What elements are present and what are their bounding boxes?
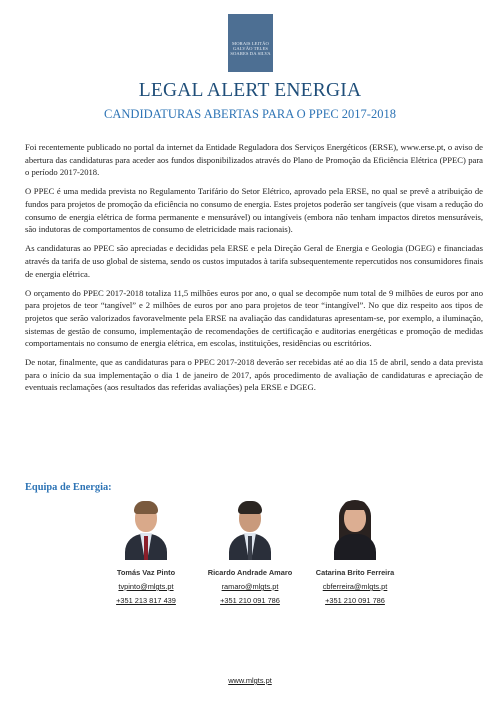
footer-website-link[interactable]: www.mlgts.pt <box>228 676 272 685</box>
member-email-link[interactable]: ramaro@mlgts.pt <box>221 582 279 591</box>
member-photo <box>226 496 274 560</box>
body-paragraph: O PPEC é uma medida prevista no Regulamento Tarifário do Setor Elétrico, aprovado pela ERSE, no qual se prevê a atribuição de fundos para projetos de promoção da eficiência no consumo de energia. Estes projetos poderão ser tangíveis (que visam a redução do consumo de energia elétrica de forma permanente e mensurável) ou intangíveis (embora não tenham impactos diretos mensuráveis, são indutoras de comportamentos de consumo de eletricidade mais racionais). <box>25 186 483 235</box>
member-phone-link[interactable]: +351 210 091 786 <box>220 596 280 605</box>
team-member <box>86 496 206 605</box>
team-heading: Equipa de Energia: <box>25 482 112 493</box>
member-photo <box>331 496 379 560</box>
document-body <box>25 141 483 401</box>
member-name: Catarina Brito Ferreira <box>315 568 395 577</box>
team-member <box>190 496 310 605</box>
logo-line: GALVÃO TELES <box>232 46 268 52</box>
body-paragraph: Foi recentemente publicado no portal da internet da Entidade Reguladora dos Serviços Energéticos (ERSE), www.erse.pt, o aviso de abertura das candidaturas para aceder aos fundos disponibilizados através do Plano de Promoção da Eficiência Elétrica (PPEC) para o período 2017-2018. <box>25 142 483 178</box>
firm-logo <box>228 14 273 72</box>
member-phone-link[interactable]: +351 210 091 786 <box>325 596 385 605</box>
body-paragraph: As candidaturas ao PPEC são apreciadas e decididas pela ERSE e pela Direção Geral de Energia e Geologia (DGEG) e financiadas através da tarifa de uso global de sistema, sendo os custos imputados à tarifa subsequentemente repercutidos nos consumidores finais de energia elétrica. <box>25 243 483 279</box>
body-paragraph: O orçamento do PPEC 2017-2018 totaliza 11,5 milhões euros por ano, o qual se decompõe num total de 9 milhões de euros por ano para projetos de teor “tangível” e 2 milhões de euros por ano para projetos de teor “intangível”. No que diz respeito aos tipos de projetos que serão valorizados favoravelmente pela ERSE na avaliação das candidaturas apresentam-se, por exemplo, a iluminação, sistemas de gestão de consumo, implementação de recomendações de certificação e auditorias energéticas e promoção de medidas comportamentais no consumo de energia elétrica, em escolas, instituições, residências ou escritórios. <box>25 287 483 349</box>
document-title: LEGAL ALERT ENERGIA <box>138 80 362 101</box>
member-phone-link[interactable]: +351 213 817 439 <box>116 596 176 605</box>
member-name: Tomás Vaz Pinto <box>116 568 176 577</box>
member-photo <box>122 496 170 560</box>
team-member <box>295 496 415 605</box>
logo-line: MORAIS LEITÃO <box>232 41 269 46</box>
member-name: Ricardo Andrade Amaro <box>207 568 293 577</box>
logo-line: SOARES DA SILVA <box>230 51 271 57</box>
member-email-link[interactable]: cbferreira@mlgts.pt <box>322 582 388 591</box>
body-paragraph: De notar, finalmente, que as candidaturas para o PPEC 2017-2018 deverão ser recebidas até ao dia 15 de abril, sendo a data prevista para o início da sua implementação o dia 1 de janeiro de 2017, após procedimento de avaliação de candidaturas e apreciação de eventuais reclamações (aos resultados das referidas avaliações) pela ERSE e DGEG. <box>25 357 483 393</box>
member-email-link[interactable]: tvpinto@mlgts.pt <box>118 582 174 591</box>
document-subtitle: CANDIDATURAS ABERTAS PARA O PPEC 2017-2018 <box>104 107 396 121</box>
